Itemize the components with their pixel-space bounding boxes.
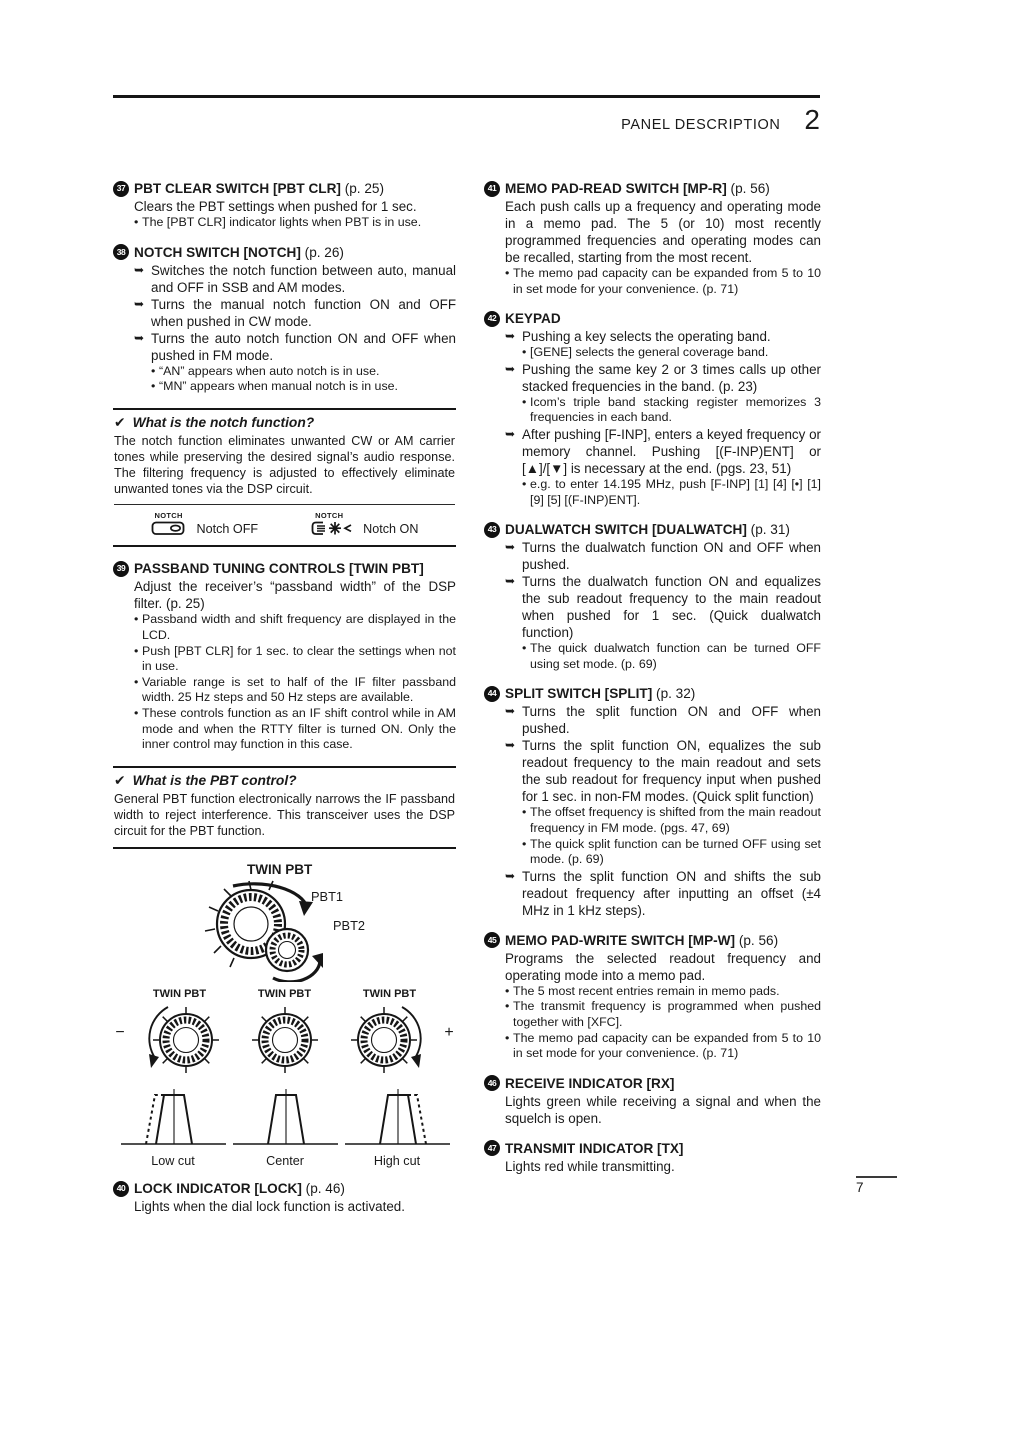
knob-center — [232, 988, 337, 1078]
knob-label: TWIN PBT — [362, 988, 417, 1001]
arrow-point: ➥ Turns the split function ON and OFF when pushed. — [505, 704, 821, 737]
header-rule — [113, 95, 820, 98]
item-body — [505, 1093, 821, 1127]
arrow-bullet-icon: ➥ — [134, 262, 145, 277]
bullet-note: • “MN” appears when manual notch is in use. — [151, 379, 398, 394]
arrow-point: ➥ Switches the notch function between auto, manual and OFF in SSB and AM modes. — [134, 262, 456, 295]
item-title: DUALWATCH SWITCH [DUALWATCH] — [505, 522, 747, 538]
body-text: Each push calls up a frequency and operating mode in a memo pad. The 5 (or 10) most recently programmed frequencies and operating modes can be recalled, starting from the most recent. — [505, 199, 821, 265]
item-title: SPLIT SWITCH [SPLIT] — [505, 686, 653, 702]
diagram-title: TWIN PBT — [247, 862, 313, 878]
item-46-receive-indicator — [484, 1075, 821, 1127]
item-heading — [484, 685, 821, 702]
body-text: Lights green while receiving a signal and when the squelch is open. — [505, 1093, 821, 1126]
bullet-icon: • — [505, 999, 510, 1014]
left-column — [113, 180, 456, 1228]
bullet-note: • The transmit frequency is programmed when pushed together with [XFC]. — [505, 999, 821, 1029]
knob-label: TWIN PBT — [257, 988, 312, 1001]
knob-icon — [247, 1000, 323, 1078]
body-text: Clears the PBT settings when pushed for 1 sec. — [134, 199, 417, 214]
info-box-title: ✔ What is the PBT control? — [114, 772, 297, 789]
bullet-icon: • — [134, 215, 139, 229]
bullet-note: • The memo pad capacity can be expanded from 5 to 10 in set mode for your convenience. (p. 71) — [505, 1030, 821, 1061]
item-title: PASSBAND TUNING CONTROLS [TWIN PBT] — [134, 561, 424, 577]
arrow-bullet-icon: ➥ — [505, 329, 516, 344]
item-title: TRANSMIT INDICATOR [TX] — [505, 1140, 684, 1156]
bullet-icon: • — [522, 345, 527, 360]
item-heading — [484, 310, 821, 327]
bullet-note: • e.g. to enter 14.195 MHz, push [F-INP] [1] [4] [•] [1] [9] [5] [(F-INP)ENT]. — [522, 476, 821, 507]
knob-clockwise — [337, 988, 442, 1078]
filter-caption: High cut — [373, 1154, 421, 1169]
item-42-keypad — [484, 310, 821, 508]
arrow-bullet-icon: ➥ — [505, 426, 516, 441]
item-body — [505, 703, 821, 918]
bullet-note: • The [PBT CLR] indicator lights when PBT is in use. — [134, 215, 422, 229]
notch-on-example — [311, 511, 418, 537]
item-47-transmit-indicator — [484, 1140, 821, 1175]
bullet-icon: • — [522, 805, 527, 820]
arrow-point: ➥ After pushing [F-INP], enters a keyed frequency or memory channel. Pushing [(F-INP)ENT] or [▲]/[▼] is necessary at the end. (pgs. 23, 51) — [505, 426, 821, 476]
page-header — [113, 106, 820, 134]
item-heading — [484, 521, 821, 538]
knob-icon — [130, 1000, 230, 1078]
item-body — [505, 328, 821, 508]
item-title: NOTCH SWITCH [NOTCH] — [134, 244, 301, 260]
item-number-badge: 37 — [113, 181, 129, 197]
bullet-note: • Push [PBT CLR] for 1 sec. to clear the settings when not in use. — [134, 643, 456, 674]
item-body — [505, 950, 821, 1062]
item-title: LOCK INDICATOR [LOCK] — [134, 1181, 302, 1197]
item-39-passband-tuning — [113, 560, 456, 752]
filter-caption: Low cut — [151, 1154, 195, 1169]
arrow-point: ➥ Turns the split function ON and shifts the sub readout frequency after inputting an offset (±4 MHz in 1 kHz steps). — [505, 868, 821, 918]
item-body — [134, 198, 456, 231]
arrow-point: ➥ Turns the dualwatch function ON and equalizes the sub readout frequency to the main readout when pushed for 1 sec. (Quick dualwatch function) — [505, 574, 821, 641]
twin-pbt-rotation-diagram — [113, 988, 456, 1078]
bullet-icon: • — [522, 394, 527, 409]
arrow-bullet-icon: ➥ — [505, 868, 516, 883]
notch-indicator-examples — [114, 504, 455, 537]
bullet-note: • Variable range is set to half of the IF filter passband width. 25 Hz steps and 50 Hz steps are available. — [134, 674, 456, 705]
filter-diagram-high-cut — [343, 1080, 451, 1168]
item-heading — [113, 560, 456, 577]
bullet-icon: • — [134, 643, 139, 658]
arrow-bullet-icon: ➥ — [505, 704, 516, 719]
filter-caption: Center — [266, 1154, 304, 1169]
bullet-note: • These controls function as an IF shift control while in AM mode and when the RTTY filter is turned ON. Only the inner control may function in this case. — [134, 705, 456, 752]
item-title: MEMO PAD-WRITE SWITCH [MP-W] — [505, 932, 736, 948]
bullet-note: • The offset frequency is shifted from the main readout frequency in FM mode. (pgs. 47, 69) — [522, 805, 821, 835]
page-number-rule — [856, 1176, 897, 1178]
knob-label: TWIN PBT — [152, 988, 207, 1001]
filter-diagram-center — [231, 1080, 339, 1168]
arrow-point: ➥ Turns the auto notch function ON and OFF when pushed in FM mode. — [134, 330, 456, 363]
bullet-icon: • — [505, 266, 510, 280]
notch-on-blinking-icon — [311, 520, 355, 537]
item-title: KEYPAD — [505, 311, 561, 327]
item-40-lock-indicator — [113, 1180, 456, 1215]
bullet-note: • The quick dualwatch function can be turned OFF using set mode. (p. 69) — [522, 641, 821, 671]
item-number-badge: 44 — [484, 686, 500, 702]
body-text: Adjust the receiver’s “passband width” of the DSP filter. (p. 25) — [134, 579, 456, 612]
twin-pbt-knob-illustration — [171, 862, 437, 982]
item-number-badge: 43 — [484, 522, 500, 538]
bullet-note: • The 5 most recent entries remain in memo pads. — [505, 983, 780, 998]
section-title: PANEL DESCRIPTION — [621, 117, 781, 133]
bullet-icon: • — [505, 1030, 510, 1045]
page-number: 7 — [856, 1180, 864, 1195]
item-44-split-switch — [484, 685, 821, 918]
notch-off-icon — [151, 520, 189, 537]
knob-counterclockwise — [127, 988, 232, 1078]
item-number-badge: 45 — [484, 932, 500, 948]
bullet-icon: • — [134, 612, 139, 627]
bullet-note: • The memo pad capacity can be expanded from 5 to 10 in set mode for your convenience. (p. 71) — [505, 266, 821, 296]
knob-icon — [340, 1000, 440, 1078]
high-cut-diagram — [345, 1080, 450, 1152]
item-page-ref: (p. 56) — [738, 932, 779, 948]
arrow-point: ➥ Pushing the same key 2 or 3 times calls up other stacked frequencies in the band. (p. 23) — [505, 361, 821, 394]
info-box-text: The notch function eliminates unwanted CW or AM carrier tones while preserving the desired signal’s audio response. The filtering frequency is adjusted to effectively eliminate unwanted tones via the DSP circuit. — [114, 433, 455, 496]
passband-filter-diagrams — [119, 1080, 456, 1168]
item-body — [505, 198, 821, 297]
bullet-note: • Icom’s triple band stacking register memorizes 3 frequencies in each band. — [522, 394, 821, 425]
item-page-ref: (p. 31) — [750, 522, 790, 538]
item-38-notch-switch — [113, 244, 456, 395]
item-number-badge: 40 — [113, 1181, 129, 1197]
item-body — [505, 539, 821, 672]
bullet-icon: • — [151, 379, 156, 394]
filter-diagram-low-cut — [119, 1080, 227, 1168]
body-text: Lights when the dial lock function is activated. — [134, 1199, 405, 1215]
bullet-icon: • — [505, 983, 510, 998]
body-text: Lights red while transmitting. — [505, 1158, 675, 1174]
item-page-ref: (p. 25) — [344, 181, 384, 196]
info-box-text: General PBT function electronically narrows the IF passband width to reject interference. This transceiver uses the DSP circuit for the PBT function. — [114, 791, 455, 838]
item-number-badge: 46 — [484, 1075, 500, 1091]
item-page-ref: (p. 32) — [656, 686, 696, 702]
item-41-memo-pad-read — [484, 180, 821, 297]
arrow-bullet-icon: ➥ — [505, 738, 516, 753]
item-heading — [484, 180, 821, 197]
bullet-icon: • — [151, 363, 156, 378]
item-heading — [484, 932, 821, 949]
bullet-note: • Passband width and shift frequency are displayed in the LCD. — [134, 612, 456, 642]
bullet-icon: • — [134, 674, 139, 689]
item-body — [505, 1158, 821, 1175]
item-page-ref: (p. 56) — [730, 181, 770, 196]
body-text: Programs the selected readout frequency and operating mode into a memo pad. — [505, 950, 821, 983]
notch-button-label: NOTCH — [315, 511, 344, 521]
item-number-badge: 38 — [113, 244, 129, 260]
notch-button-label: NOTCH — [154, 511, 183, 521]
right-column — [484, 180, 821, 1188]
item-heading — [484, 1140, 821, 1157]
arrow-point: ➥ Turns the dualwatch function ON and OFF when pushed. — [505, 540, 821, 573]
arrow-bullet-icon: ➥ — [505, 574, 516, 589]
minus-sign: − — [115, 1024, 125, 1042]
pbt-control-info-box — [113, 766, 456, 850]
check-icon: ✔ — [114, 772, 126, 789]
bullet-note: • [GENE] selects the general coverage band. — [522, 345, 769, 360]
item-page-ref: (p. 26) — [304, 244, 344, 260]
bullet-icon: • — [522, 641, 527, 656]
item-heading — [113, 1180, 456, 1197]
item-number-badge: 39 — [113, 561, 129, 577]
item-45-memo-pad-write — [484, 932, 821, 1062]
item-body — [134, 262, 456, 395]
pbt1-label: PBT1 — [311, 889, 344, 905]
bullet-note: • “AN” appears when auto notch is in use. — [151, 363, 380, 378]
item-number-badge: 47 — [484, 1140, 500, 1156]
item-title: MEMO PAD-READ SWITCH [MP-R] — [505, 181, 727, 196]
chapter-number: 2 — [804, 104, 820, 135]
notch-off-caption: Notch OFF — [196, 522, 259, 537]
item-heading — [113, 244, 456, 261]
bullet-icon: • — [522, 836, 527, 851]
item-number-badge: 42 — [484, 311, 500, 327]
item-body — [134, 578, 456, 752]
item-37-pbt-clear-switch — [113, 180, 456, 231]
bullet-icon: • — [134, 705, 139, 720]
low-cut-diagram — [121, 1080, 226, 1152]
bullet-icon: • — [522, 476, 527, 491]
arrow-bullet-icon: ➥ — [134, 330, 145, 345]
arrow-point: ➥ Pushing a key selects the operating band. — [505, 329, 771, 345]
item-title: RECEIVE INDICATOR [RX] — [505, 1075, 675, 1091]
item-title: PBT CLEAR SWITCH [PBT CLR] — [134, 181, 341, 196]
item-heading — [113, 180, 456, 197]
arrow-point: ➥ Turns the manual notch function ON and OFF when pushed in CW mode. — [134, 296, 456, 329]
bullet-note: • The quick split function can be turned OFF using set mode. (p. 69) — [522, 836, 821, 867]
notch-function-info-box — [113, 408, 456, 548]
item-number-badge: 41 — [484, 181, 500, 197]
plus-sign: + — [444, 1024, 454, 1042]
notch-off-example — [151, 511, 259, 537]
arrow-bullet-icon: ➥ — [505, 361, 516, 376]
item-43-dualwatch-switch — [484, 521, 821, 672]
item-heading — [484, 1075, 821, 1092]
notch-on-caption: Notch ON — [363, 522, 419, 537]
info-box-title: ✔ What is the notch function? — [114, 414, 315, 431]
center-diagram — [233, 1080, 338, 1152]
check-icon: ✔ — [114, 414, 126, 431]
arrow-bullet-icon: ➥ — [134, 296, 145, 311]
pbt2-label: PBT2 — [333, 918, 366, 934]
item-body — [134, 1198, 456, 1215]
item-page-ref: (p. 46) — [305, 1181, 345, 1197]
arrow-point: ➥ Turns the split function ON, equalizes the sub readout frequency to the main readout and sets the sub readout for frequency input when pushed for 1 sec. in non-FM modes. (Quick split function) — [505, 738, 821, 805]
arrow-bullet-icon: ➥ — [505, 540, 516, 555]
